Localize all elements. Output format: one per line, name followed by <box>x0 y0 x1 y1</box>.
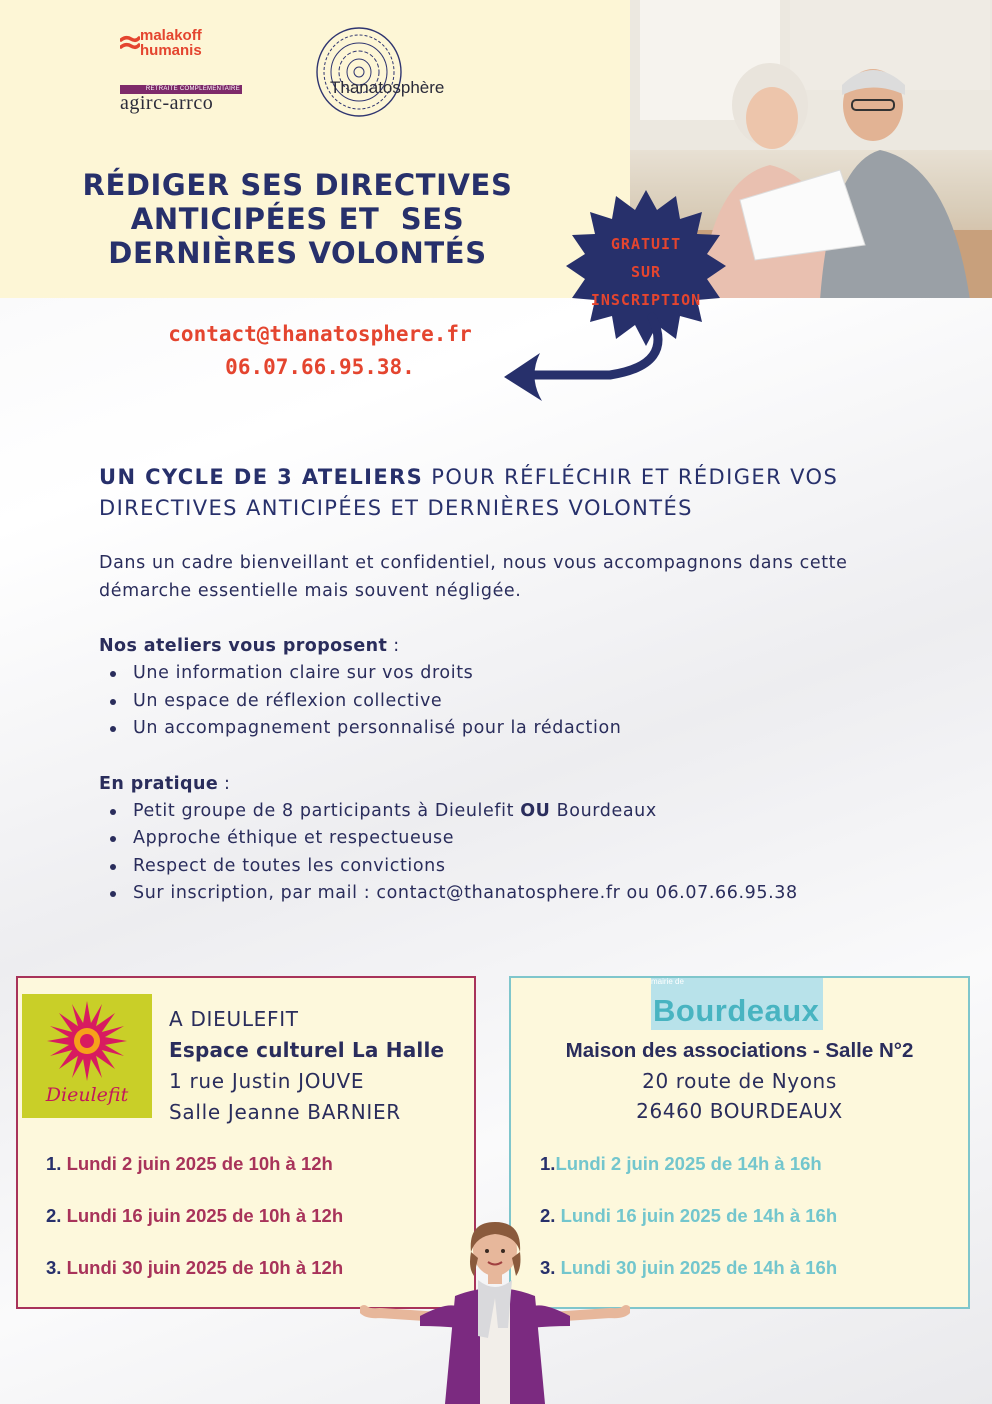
session-number: 1. <box>46 1153 62 1174</box>
session-text: Lundi 2 juin 2025 de 14h à 16h <box>555 1153 822 1174</box>
dieulefit-street: 1 rue Justin JOUVE <box>169 1069 365 1093</box>
ateliers-title: Nos ateliers vous proposent <box>99 636 388 656</box>
group-text-before: Petit groupe de 8 participants à Dieulefit <box>133 800 521 821</box>
headline-rest: POUR RÉFLÉCHIR ET RÉDIGER VOS DIRECTIVES ANTICIPÉES ET DERNIÈRES VOLONTÉS <box>99 465 839 520</box>
dieulefit-city: A DIEULEFIT <box>169 1007 299 1031</box>
bourdeaux-address <box>511 1036 968 1126</box>
session-number: 3. <box>46 1257 62 1278</box>
session-text: Lundi 2 juin 2025 de 10h à 12h <box>61 1153 333 1174</box>
agirc-arrco-logo <box>120 82 250 118</box>
list-item: Une information claire sur vos droits <box>99 660 939 688</box>
badge-line-2: SUR <box>630 263 662 281</box>
badge-line-1: GRATUIT <box>610 235 682 253</box>
list-item: Un accompagnement personnalisé pour la rédaction <box>99 715 939 743</box>
session-date <box>540 1138 837 1190</box>
thanatosphere-wordmark: Thanatosphère <box>330 78 445 97</box>
contact-block <box>140 318 500 384</box>
bourdeaux-venue: Maison des associations - Salle N°2 <box>565 1039 914 1062</box>
group-text-after: Bourdeaux <box>550 800 657 821</box>
session-text: Lundi 16 juin 2025 de 10h à 12h <box>61 1205 344 1226</box>
agirc-name: agirc-arrco <box>120 92 214 114</box>
pratique-title: En pratique <box>99 773 219 794</box>
bourdeaux-logo <box>651 978 823 1030</box>
dieulefit-logo-text: Dieulefit <box>45 1084 129 1106</box>
presenter-woman-illustration <box>360 1218 630 1404</box>
list-item: Un espace de réflexion collective <box>99 688 939 716</box>
malakoff-wave-icon <box>120 34 140 60</box>
contact-phone[interactable]: 06.07.66.95.38. <box>225 355 415 379</box>
title-line-2: ANTICIPÉES ET SES <box>130 202 465 236</box>
list-item <box>99 798 939 826</box>
bourdeaux-logo-small: mairie de <box>651 977 684 986</box>
list-item: Respect de toutes les convictions <box>99 853 939 881</box>
session-date <box>46 1138 343 1190</box>
dieulefit-venue: Espace culturel La Halle <box>169 1038 445 1062</box>
cycle-headline <box>99 462 939 524</box>
session-number: 2. <box>46 1205 62 1226</box>
session-date <box>46 1242 343 1294</box>
group-text-ou: OU <box>520 800 551 821</box>
session-date <box>46 1190 343 1242</box>
dieulefit-logo <box>22 994 152 1118</box>
dieulefit-room: Salle Jeanne BARNIER <box>169 1100 401 1124</box>
tree-rings-icon <box>314 26 414 121</box>
page-title <box>40 168 555 270</box>
list-item: Sur inscription, par mail : contact@thanatosphere.fr ou 06.07.66.95.38 <box>99 880 939 908</box>
pratique-colon: : <box>218 773 231 794</box>
bourdeaux-logo-name: Bourdeaux <box>653 993 820 1028</box>
ateliers-heading <box>99 633 939 660</box>
list-item: Approche éthique et respectueuse <box>99 825 939 853</box>
dieulefit-address <box>169 1004 444 1128</box>
session-text: Lundi 30 juin 2025 de 10h à 12h <box>61 1257 344 1278</box>
title-line-3: DERNIÈRES VOLONTÉS <box>108 236 487 270</box>
session-text: Lundi 16 juin 2025 de 14h à 16h <box>555 1205 838 1226</box>
ateliers-list <box>99 660 939 743</box>
bourdeaux-street: 20 route de Nyons <box>642 1069 837 1093</box>
bourdeaux-city: 26460 BOURDEAUX <box>636 1099 843 1123</box>
intro-paragraph: Dans un cadre bienveillant et confidentiel, nous vous accompagnons dans cette démarche essentielle mais souvent négligée. <box>99 553 848 601</box>
thanatosphere-logo <box>312 26 482 121</box>
sun-flower-icon <box>22 996 152 1086</box>
title-line-1: RÉDIGER SES DIRECTIVES <box>82 168 513 202</box>
pratique-list <box>99 798 939 908</box>
humanis-word: humanis <box>140 42 202 59</box>
curved-arrow-icon <box>480 305 680 415</box>
main-content <box>99 462 939 908</box>
ateliers-colon: : <box>387 636 400 656</box>
headline-bold: UN CYCLE DE 3 ATELIERS <box>99 465 424 489</box>
pratique-heading <box>99 771 939 798</box>
session-text: Lundi 30 juin 2025 de 14h à 16h <box>555 1257 838 1278</box>
malakoff-humanis-logo <box>120 28 250 68</box>
dieulefit-dates <box>46 1138 343 1294</box>
malakoff-word: malakoff <box>140 27 202 44</box>
contact-email[interactable]: contact@thanatosphere.fr <box>168 322 472 346</box>
agirc-banner: RETRAITE COMPLÉMENTAIRE <box>120 85 242 94</box>
badge-line-3: INSCRIPTION <box>590 291 702 309</box>
session-number: 2. <box>540 1205 556 1226</box>
session-number: 3. <box>540 1257 556 1278</box>
session-number: 1. <box>540 1153 556 1174</box>
